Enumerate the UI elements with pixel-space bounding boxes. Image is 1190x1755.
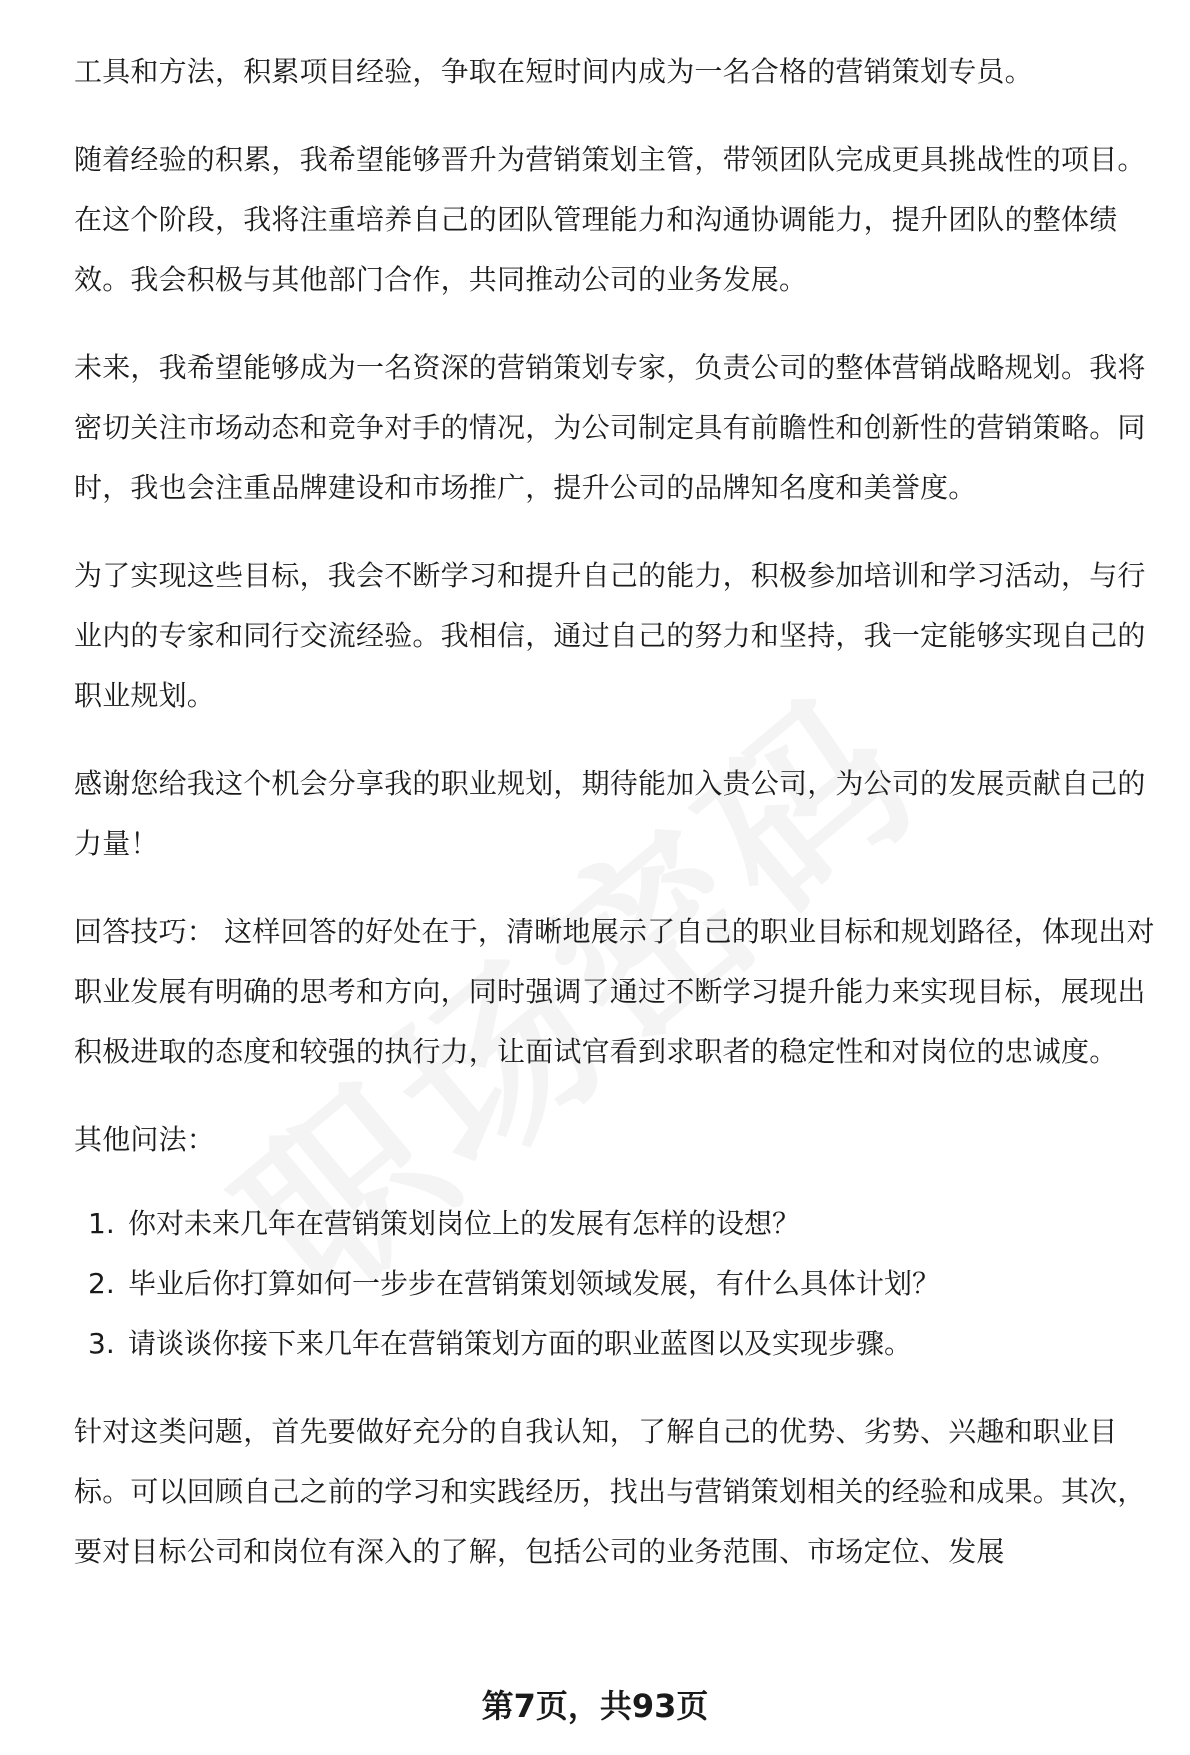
answer-tips: 回答技巧： 这样回答的好处在于，清晰地展示了自己的职业目标和规划路径，体现出对职业发展有明确的思考和方向，同时强调了通过不断学习提升能力来实现目标，展现出积极进取的态度和较强的执行力，让面试官看到求职者的稳定性和对岗位的忠诚度。 (74, 915, 1155, 1068)
list-item (74, 1254, 1166, 1314)
list-item (74, 1194, 1166, 1254)
paragraph-1: 工具和方法，积累项目经验，争取在短时间内成为一名合格的营销策划专员。 (74, 55, 1033, 88)
paragraph-5: 感谢您给我这个机会分享我的职业规划，期待能加入贵公司，为公司的发展贡献自己的力量！ (74, 767, 1146, 860)
other-questions-heading: 其他问法： (74, 1123, 216, 1156)
list-item-text: 你对未来几年在营销策划岗位上的发展有怎样的设想？ (128, 1207, 801, 1240)
page-number: 第7页，共93页 (481, 1687, 709, 1725)
list-item-number: 2. (88, 1267, 115, 1300)
other-questions-list (74, 1194, 1166, 1374)
document-body (74, 42, 1166, 1610)
paragraph-4: 为了实现这些目标，我会不断学习和提升自己的能力，积极参加培训和学习活动，与行业内的专家和同行交流经验。我相信，通过自己的努力和坚持，我一定能够实现自己的职业规划。 (74, 559, 1146, 712)
closing-paragraph: 针对这类问题，首先要做好充分的自我认知，了解自己的优势、劣势、兴趣和职业目标。可以回顾自己之前的学习和实践经历，找出与营销策划相关的经验和成果。其次，要对目标公司和岗位有深入的了解，包括公司的业务范围、市场定位、发展 (74, 1415, 1146, 1568)
list-item-number: 3. (88, 1327, 115, 1360)
list-item (74, 1314, 1166, 1374)
paragraph-2: 随着经验的积累，我希望能够晋升为营销策划主管，带领团队完成更具挑战性的项目。在这个阶段，我将注重培养自己的团队管理能力和沟通协调能力，提升团队的整体绩效。我会积极与其他部门合作，共同推动公司的业务发展。 (74, 143, 1146, 296)
list-item-text: 毕业后你打算如何一步步在营销策划领域发展，有什么具体计划？ (128, 1267, 941, 1300)
list-item-number: 1. (88, 1207, 115, 1240)
list-item-text: 请谈谈你接下来几年在营销策划方面的职业蓝图以及实现步骤。 (128, 1327, 913, 1360)
paragraph-3: 未来，我希望能够成为一名资深的营销策划专家，负责公司的整体营销战略规划。我将密切关注市场动态和竞争对手的情况，为公司制定具有前瞻性和创新性的营销策略。同时，我也会注重品牌建设和市场推广，提升公司的品牌知名度和美誉度。 (74, 351, 1146, 504)
